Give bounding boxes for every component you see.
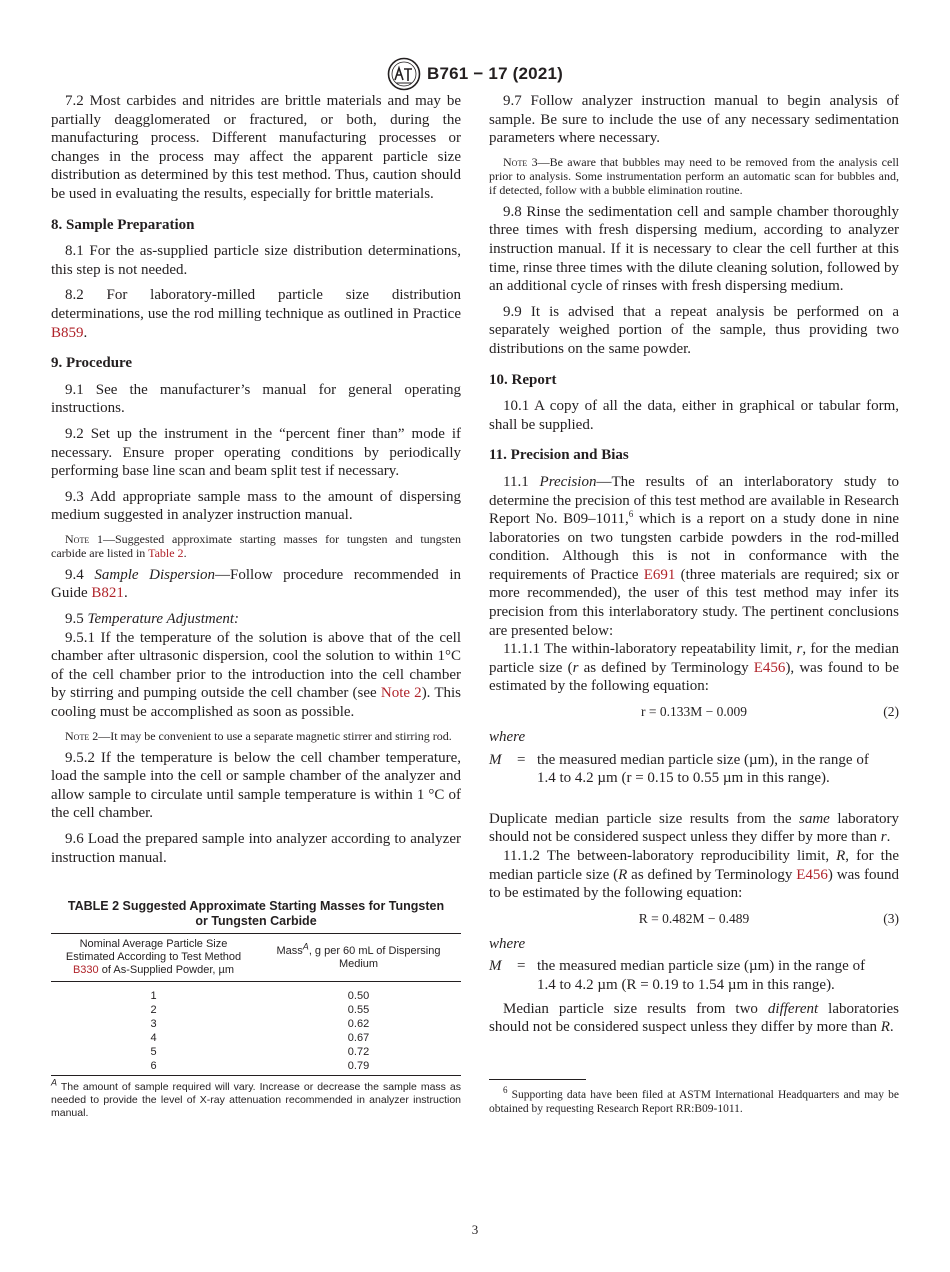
note-2: Note 2—It may be convenient to use a separate magnetic stirrer and stirring rod. <box>65 728 452 743</box>
reference-link-b859[interactable]: B859 <box>51 324 84 341</box>
footnote-marker-6: 6 <box>628 509 634 520</box>
paragraph-9-1: 9.1 See the manufacturer’s manual for general operating instructions. <box>51 381 461 417</box>
page-header <box>0 57 950 91</box>
paragraph-9-9: 9.9 It is advised that a repeat analysis be performed on a separately weighed portion of the sample, thus providing two distributions on the same powder. <box>489 303 899 357</box>
paragraph-median-results: Median particle size results from two different laboratories should not be considered suspect unless they differ by more than R. <box>489 1000 899 1036</box>
table-row: 5 0.72 <box>150 1046 370 1059</box>
paragraph-9-2: 9.2 Set up the instrument in the “percent finer than” mode if necessary. Ensure proper operating conditions by periodically performing base line scan and beam split test if necessary. <box>51 425 461 480</box>
reference-link-note-2[interactable]: Note 2 <box>380 685 422 702</box>
reference-link-b330[interactable]: B330 <box>72 964 99 977</box>
section-heading-9: 9. Procedure <box>51 355 133 372</box>
where-label: where <box>489 935 526 952</box>
reference-link-table-2[interactable]: Table 2 <box>148 545 184 560</box>
page-number: 3 <box>471 1222 479 1237</box>
variable-definition-m: M = the measured median particle size (µm) in the range of 1.4 to 4.2 µm (R = 0.19 to 1.54 µm in this range). <box>489 958 866 993</box>
equation-2: r = 0.133M − 0.009 (2) <box>641 704 899 720</box>
right-column <box>489 92 899 1116</box>
paragraph-7-2: 7.2 Most carbides and nitrides are brittle materials and may be partially deagglomerated or fractured, or both, during the manufacturing process. Different manufacturing processes or changes in the process may affect the apparent particle size distribution as determined by this test method. Thus, caution should be used in evaluating the results, especially for brittle materials. <box>51 93 461 202</box>
note-1: Note 1—Suggested approximate starting masses for tungsten and tungsten carbide are listed in Table 2. <box>51 531 461 560</box>
standard-designation: B761 − 17 (2021) <box>427 64 563 83</box>
column-header-particle-size: Nominal Average Particle Size Estimated According to Test Method B330 of As-Supplied Powder, µm <box>65 938 242 977</box>
paragraph-11-1-2: 11.1.2 The between-laboratory reproducibility limit, R, for the median particle size (R as defined by Terminology E456) was found to be estimated by the following equation: <box>489 848 899 902</box>
paragraph-8-1: 8.1 For the as-supplied particle size distribution determinations, this step is not needed. <box>51 243 461 278</box>
table-row: 4 0.67 <box>150 1032 370 1045</box>
reference-link-b821[interactable]: B821 <box>91 585 124 602</box>
paragraph-9-3: 9.3 Add appropriate sample mass to the amount of dispersing medium suggested in analyzer instruction manual. <box>51 488 461 524</box>
table-row: 6 0.79 <box>51 1059 461 1076</box>
section-heading-8: 8. Sample Preparation <box>51 216 195 233</box>
note-3: Note 3—Be aware that bubbles may need to be removed from the analysis cell prior to analysis. Some instrumentation perform an automatic scan for bubbles and, if detected, follow with a bubble elimination routine. <box>489 154 900 197</box>
table-2-footnote: $^A$ The amount of sample required will vary. Increase or decrease the sample mass as needed to provide the level of X-ray attenuation recommended in analyzer instruction manual. <box>51 1077 461 1120</box>
paragraph-duplicate-results: Duplicate median particle size results from the same laboratory should not be considered suspect unless they differ by more than r. <box>489 810 899 846</box>
reference-link-e456[interactable]: E456 <box>753 659 786 676</box>
variable-definition-m: M = the measured median particle size (µm), in the range of 1.4 to 4.2 µm (r = 0.15 to 0.55 µm in this range). <box>489 751 869 787</box>
reference-link-e691[interactable]: E691 <box>643 566 676 583</box>
paragraph-9-5-1: 9.5.1 If the temperature of the solution is above that of the cell chamber after ultrasonic dispersion, cool the solution to within 1°C of the cell chamber prior to the introduction into the cell chamber by stirring and pumping outside the cell chamber (see Note 2). This cooling must be accomplished as soon as possible. <box>51 629 461 721</box>
equation-3: R = 0.482M − 0.489 (3) <box>638 910 899 926</box>
reference-link-e456-2[interactable]: E456 <box>796 866 828 883</box>
where-label: where <box>489 729 526 746</box>
footnote-divider <box>489 1079 586 1080</box>
paragraph-9-7: 9.7 Follow analyzer instruction manual to begin analysis of sample. Be sure to include the use of any necessary sedimentation parameters where necessary. <box>489 93 899 147</box>
table-row: 1 0.50 <box>150 990 370 1003</box>
table-row: 3 0.62 <box>150 1018 370 1031</box>
paragraph-9-8: 9.8 Rinse the sedimentation cell and sample chamber thoroughly three times with fresh dispersing medium, according to analyzer instruction manual. If it is necessary to clear the cell further at this time, rinse three times with the dilute cleaning solution, followed by an additional cycle of rinses with fresh dispersing medium. <box>489 203 899 295</box>
left-column <box>51 92 461 1120</box>
paragraph-9-6: 9.6 Load the prepared sample into analyzer according to analyzer instruction manual. <box>51 831 461 866</box>
column-header-mass: Mass$^A$, g per 60 mL of Dispersing Medium <box>276 941 441 970</box>
paragraph-8-2: 8.2 For laboratory-milled particle size distribution determinations, use the rod milling technique as outlined in Practice B859. <box>51 287 461 341</box>
paragraph-9-5-2: 9.5.2 If the temperature is below the cell chamber temperature, load the sample into the cell or sample chamber of the analyzer and allow sample to circulate until sample temperature is within 1 °C of the cell chamber. <box>51 749 461 822</box>
table-row: 2 0.55 <box>150 1004 370 1017</box>
paragraph-11-1: 11.1 Precision—The results of an interlaboratory study to determine the precision of this test method are available in Research Report No. B09–1011,$^6$ which is a report on a study done in nine laboratories on two tungsten carbide powders in the rod-milled condition. Although this is not in conformance with the requirements of Practice E691 (three materials are required; six or more recommended), the user of this test method may infer its precision from this interlaboratory study. The pertinent conclusions are presented below: <box>489 473 899 639</box>
table-2 <box>51 933 461 1076</box>
paragraph-9-5: 9.5 Temperature Adjustment: <box>65 611 240 628</box>
astm-logo-icon <box>387 57 421 91</box>
paragraph-11-1-1: 11.1.1 The within-laboratory repeatability limit, r, for the median particle size (r as defined by Terminology E456), was found to be estimated by the following equation: <box>489 641 899 695</box>
paragraph-10-1: 10.1 A copy of all the data, either in graphical or tabular form, shall be supplied. <box>489 398 899 433</box>
footnote-6: $^6$ Supporting data have been filed at ASTM International Headquarters and may be obtained by requesting Research Report RR:B09-1011. <box>489 1084 899 1115</box>
section-heading-10: 10. Report <box>489 371 557 388</box>
table-2-title: TABLE 2 Suggested Approximate Starting Masses for Tungsten or Tungsten Carbide <box>67 899 445 929</box>
paragraph-9-4: 9.4 Sample Dispersion—Follow procedure recommended in Guide B821. <box>51 566 462 602</box>
section-heading-11: 11. Precision and Bias <box>489 447 629 464</box>
